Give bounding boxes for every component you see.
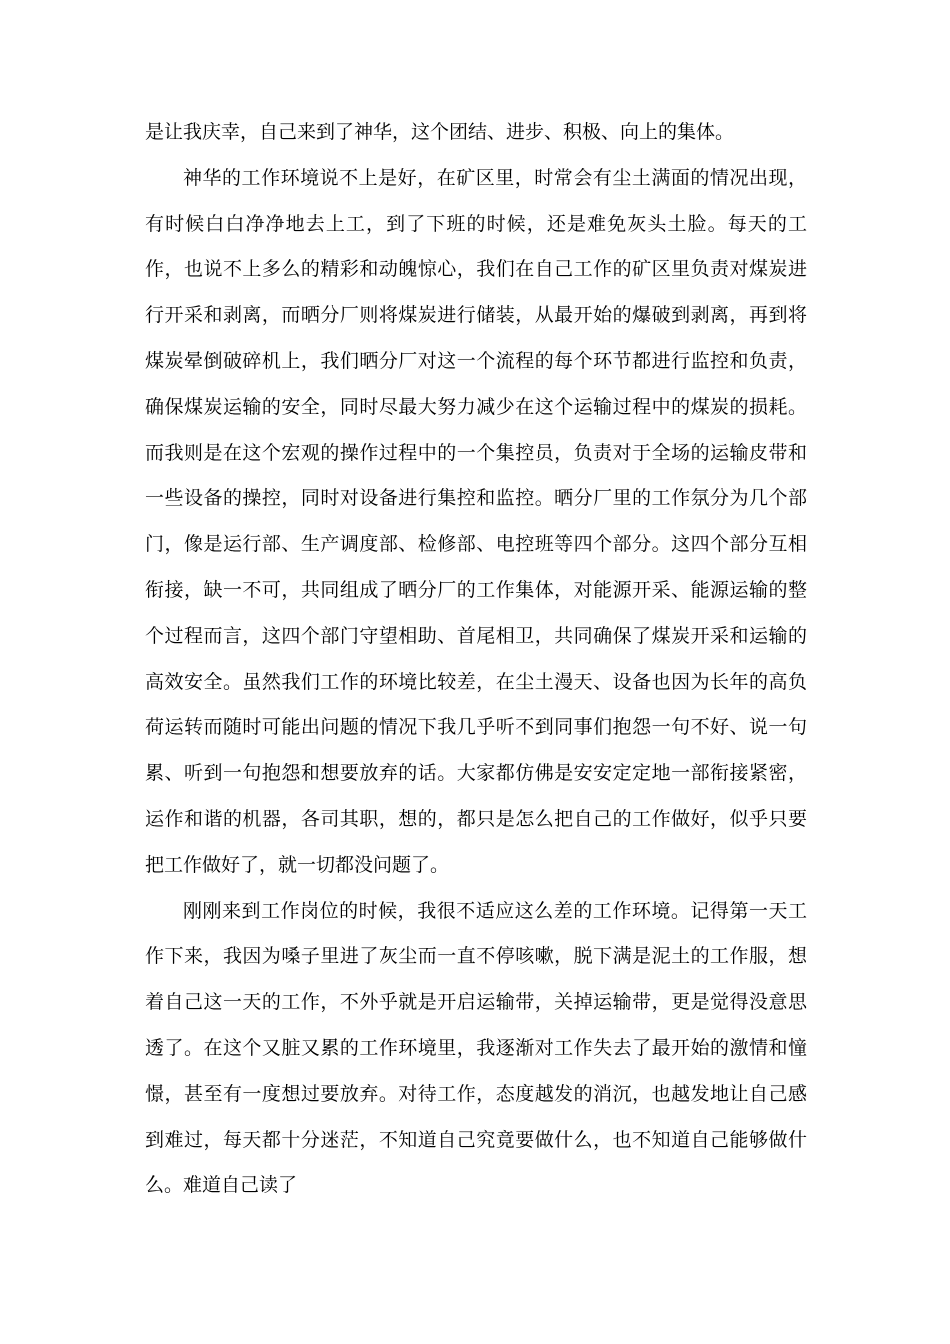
paragraph-continued: 是让我庆幸，自己来到了神华，这个团结、进步、积极、向上的集体。: [145, 121, 735, 143]
paragraph-first-days: 刚刚来到工作岗位的时候，我很不适应这么差的工作环境。记得第一天工作下来，我因为嗓子里进了灰尘而一直不停咳嗽，脱下满是泥土的工作服，想着自己这一天的工作，不外乎就是开启运输带，关掉运输带，更是觉得没意思透了。在这个又脏又累的工作环境里，我逐渐对工作失去了最开始的激情和憧憬，甚至有一度想过要放弃。对待工作，态度越发的消沉，也越发地让自己感到难过，每天都十分迷茫，不知道自己究竟要做什么，也不知道自己能够做什么。难道自己读了: [145, 899, 807, 1197]
body-text: [145, 110, 807, 1209]
paragraph-work-environment: 神华的工作环境说不上是好，在矿区里，时常会有尘土满面的情况出现，有时候白白净净地去上工，到了下班的时候，还是难免灰头土脸。每天的工作，也说不上多么的精彩和动魄惊心，我们在自己工作的矿区里负责对煤炭进行开采和剥离，而晒分厂则将煤炭进行储装，从最开始的爆破到剥离，再到将煤炭晕倒破碎机上，我们晒分厂对这一个流程的每个环节都进行监控和负责，确保煤炭运输的安全，同时尽最大努力减少在这个运输过程中的煤炭的损耗。而我则是在这个宏观的操作过程中的一个集控员，负责对于全场的运输皮带和一些设备的操控，同时对设备进行集控和监控。晒分厂里的工作氛分为几个部门，像是运行部、生产调度部、检修部、电控班等四个部分。这四个部分互相衔接，缺一不可，共同组成了晒分厂的工作集体，对能源开采、能源运输的整个过程而言，这四个部门守望相助、首尾相卫，共同确保了煤炭开采和运输的高效安全。虽然我们工作的环境比较差，在尘土漫天、设备也因为长年的高负荷运转而随时可能出问题的情况下我几乎听不到同事们抱怨一句不好、说一句累、听到一句抱怨和想要放弃的话。大家都仿佛是安安定定地一部衔接紧密，运作和谐的机器，各司其职，想的，都只是怎么把自己的工作做好，似乎只要把工作做好了，就一切都没问题了。: [145, 166, 807, 876]
